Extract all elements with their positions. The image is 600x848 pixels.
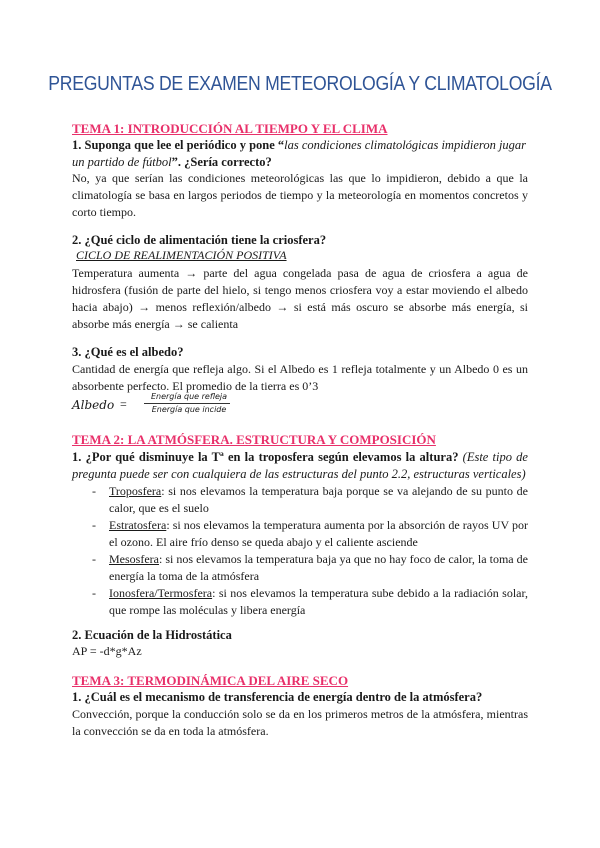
layer-term: Mesosfera	[109, 552, 159, 566]
albedo-formula	[72, 392, 272, 418]
layer-description: : si nos elevamos la temperatura sube debido a la radiación solar, que rompe las moléculas y libera energía	[109, 586, 528, 617]
answer-t1-q2: Temperatura aumenta → parte del agua congelada pasa de agua de criosfera a agua de hidrosfera (fusión de parte del hielo, si tengo menos criosfera voy a estar moviendo el albedo hacia abajo) → menos reflexión/albedo → si está más oscuro se absorbe más energía, si absorbe más energía → se calienta	[72, 266, 528, 331]
question-quote: las condiciones climatológicas impidieron jugar un partido de fútbol	[72, 138, 527, 169]
question-note: (Este tipo de pregunta puede ser con cualquiera de las estructuras del punto 2.2, estructuras verticales)	[72, 450, 528, 481]
question-t1-q3: 3. ¿Qué es el albedo?	[72, 345, 184, 359]
section-heading-tema3: TEMA 3: TERMODINÁMICA DEL AIRE SECO	[72, 673, 349, 688]
section-heading-tema1: TEMA 1: INTRODUCCIÓN AL TIEMPO Y EL CLIMA	[72, 121, 388, 136]
question-t1-q1	[72, 137, 528, 171]
question-t1-q2: 2. ¿Qué ciclo de alimentación tiene la criosfera?	[72, 233, 327, 247]
layer-description: : si nos elevamos la temperatura aumenta por la absorción de rayos UV por el ozono. El aire frío denso se queda abajo y el caliente asciende	[109, 518, 528, 549]
formula-denominator: Energía que incide	[151, 405, 227, 414]
layer-term: Troposfera	[109, 484, 162, 498]
question-t3-q1: 1. ¿Cuál es el mecanismo de transferencia de energía dentro de la atmósfera?	[72, 690, 483, 704]
question-lead: 1. Suponga que lee el periódico y pone “	[72, 138, 285, 152]
document-title: PREGUNTAS DE EXAMEN METEOROLOGÍA Y CLIMATOLOGÍA	[48, 72, 552, 95]
list-item: - Ionosfera/Termosfera: si nos elevamos la temperatura sube debido a la radiación solar, que rompe las moléculas y libera energía	[92, 586, 528, 617]
question-t2-q2: 2. Ecuación de la Hidrostática	[72, 628, 232, 642]
question-lead: 1. ¿Por qué disminuye la Tª en la troposfera según elevamos la altura?	[72, 450, 463, 464]
formula-numerator: Energía que refleja	[150, 392, 228, 401]
answer-t1-q3: Cantidad de energía que refleja algo. Si el Albedo es 1 refleja totalmente y un Albedo 0 es un absorbente perfecto. El promedio de la tierra es 0’3	[72, 362, 528, 393]
answer-t3-q1: Convección, porque la conducción solo se da en los primeros metros de la atmósfera, mientras la convección se da en toda la atmósfera.	[72, 707, 528, 738]
formula-fraction-bar	[144, 403, 230, 404]
formula-equals: =	[120, 397, 127, 411]
answer-t1-q1: No, ya que serían las condiciones meteorológicas las que lo impidieron, debido a que la climatología se basa en largos periodos de tiempo y la meteorología en momentos concretos y corto tiempo.	[72, 171, 528, 219]
layer-term: Ionosfera/Termosfera	[109, 586, 213, 600]
subtitle-feedback-cycle: CICLO DE REALIMENTACIÓN POSITIVA	[76, 248, 287, 262]
formula-lhs: Albedo	[72, 398, 115, 412]
list-item: - Troposfera: si nos elevamos la temperatura baja porque se va alejando de su punto de calor, que es el suelo	[92, 484, 528, 515]
question-t2-q1	[72, 449, 528, 483]
layer-description: : si nos elevamos la temperatura baja ya que no hay foco de calor, la toma de energía la toma de la atmósfera	[109, 552, 528, 583]
layer-description: : si nos elevamos la temperatura baja porque se va alejando de su punto de calor, que es el suelo	[109, 484, 528, 515]
list-item: - Estratosfera: si nos elevamos la temperatura aumenta por la absorción de rayos UV por el ozono. El aire frío denso se queda abajo y el caliente asciende	[92, 518, 528, 549]
answer-t2-q2: AP = -d*g*Az	[72, 644, 142, 658]
layer-term: Estratosfera	[109, 518, 167, 532]
list-item: - Mesosfera: si nos elevamos la temperatura baja ya que no hay foco de calor, la toma de energía la toma de la atmósfera	[92, 552, 528, 583]
question-tail: ”. ¿Sería correcto?	[171, 155, 272, 169]
section-heading-tema2: TEMA 2: LA ATMÓSFERA. ESTRUCTURA Y COMPOSICIÓN	[72, 432, 436, 447]
atmosphere-layers-list	[92, 483, 528, 619]
